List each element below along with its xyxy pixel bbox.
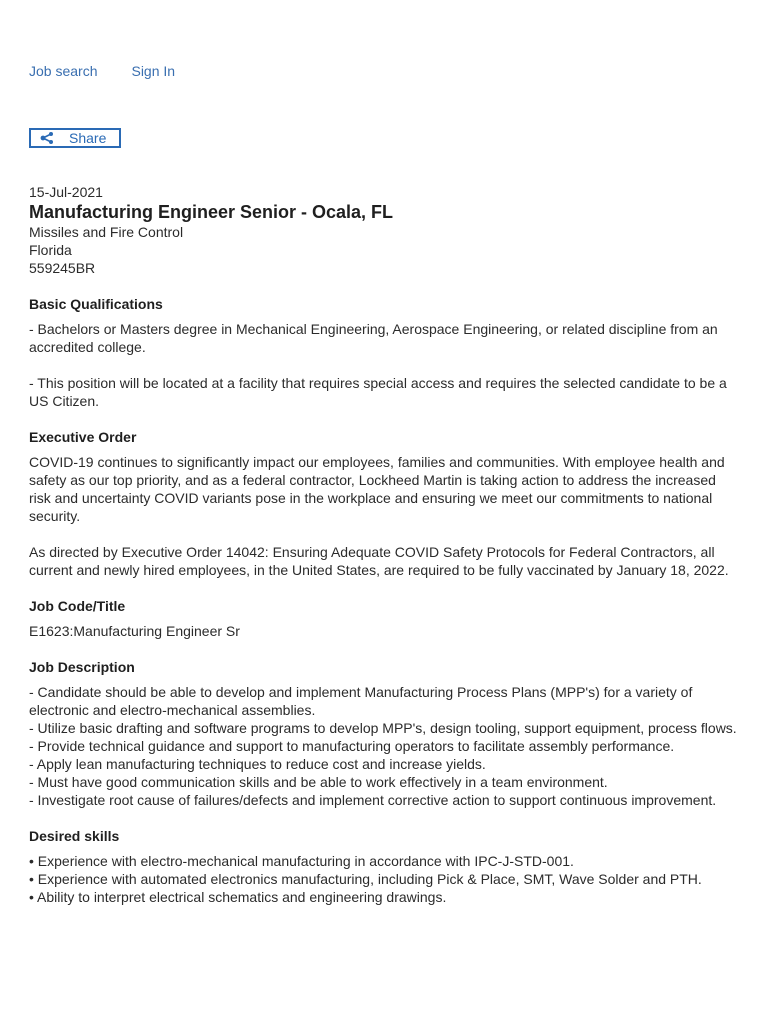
share-button[interactable] [29,128,121,148]
posting-date: 15-Jul-2021 [29,184,103,200]
desired-skills-heading: Desired skills [29,828,120,844]
desired-skill-item: • Experience with automated electronics manufacturing, including Pick & Place, SMT, Wave Solder and PTH. [29,871,702,887]
job-search-link[interactable]: Job search [29,63,98,79]
job-description-item: - Must have good communication skills and be able to work effectively in a team environment. [29,774,608,790]
job-description-item: - Candidate should be able to develop and implement Manufacturing Process Plans (MPP's) for a variety of electronic and electro-mechanical assemblies. [29,684,693,718]
executive-order-text: As directed by Executive Order 14042: Ensuring Adequate COVID Safety Protocols for Federal Contractors, all current and newly hired employees, in the United States, are required to be fully vaccinated by January 18, 2022. [29,544,729,578]
desired-skill-item: • Ability to interpret electrical schematics and engineering drawings. [29,889,447,905]
job-description-heading: Job Description [29,659,135,675]
executive-order-heading: Executive Order [29,429,137,445]
job-description-list [29,683,739,809]
requisition-id: 559245BR [29,260,96,276]
desired-skill-item: • Experience with electro-mechanical manufacturing in accordance with IPC-J-STD-001. [29,853,574,869]
share-icon [40,132,56,144]
job-detail [29,183,739,906]
job-code-value: E1623:Manufacturing Engineer Sr [29,623,240,639]
job-title: Manufacturing Engineer Senior - Ocala, FL [29,202,394,222]
basic-qualifications-heading: Basic Qualifications [29,296,163,312]
job-description-item: - Provide technical guidance and support to manufacturing operators to facilitate assembly performance. [29,738,675,754]
job-description-item: - Apply lean manufacturing techniques to reduce cost and increase yields. [29,756,486,772]
top-nav [29,63,175,79]
job-location: Florida [29,242,72,258]
share-label: Share [69,130,107,146]
desired-skills-list [29,852,739,906]
job-code-heading: Job Code/Title [29,598,126,614]
executive-order-text: COVID-19 continues to significantly impact our employees, families and communities. With employee health and safety as our top priority, and as a federal contractor, Lockheed Martin is taking action to address the increased risk and uncertainty COVID variants pose in the workplace and ensuring we meet our commitments to national security. [29,454,725,524]
business-unit: Missiles and Fire Control [29,224,184,240]
job-description-item: - Utilize basic drafting and software programs to develop MPP's, design tooling, support equipment, process flows. [29,720,737,736]
basic-qualifications-text: - This position will be located at a facility that requires special access and requires the selected candidate to be a US Citizen. [29,375,727,409]
sign-in-link[interactable]: Sign In [131,63,176,79]
basic-qualifications-text: - Bachelors or Masters degree in Mechanical Engineering, Aerospace Engineering, or related discipline from an accredited college. [29,321,718,355]
job-description-item: - Investigate root cause of failures/defects and implement corrective action to support continuous improvement. [29,792,717,808]
